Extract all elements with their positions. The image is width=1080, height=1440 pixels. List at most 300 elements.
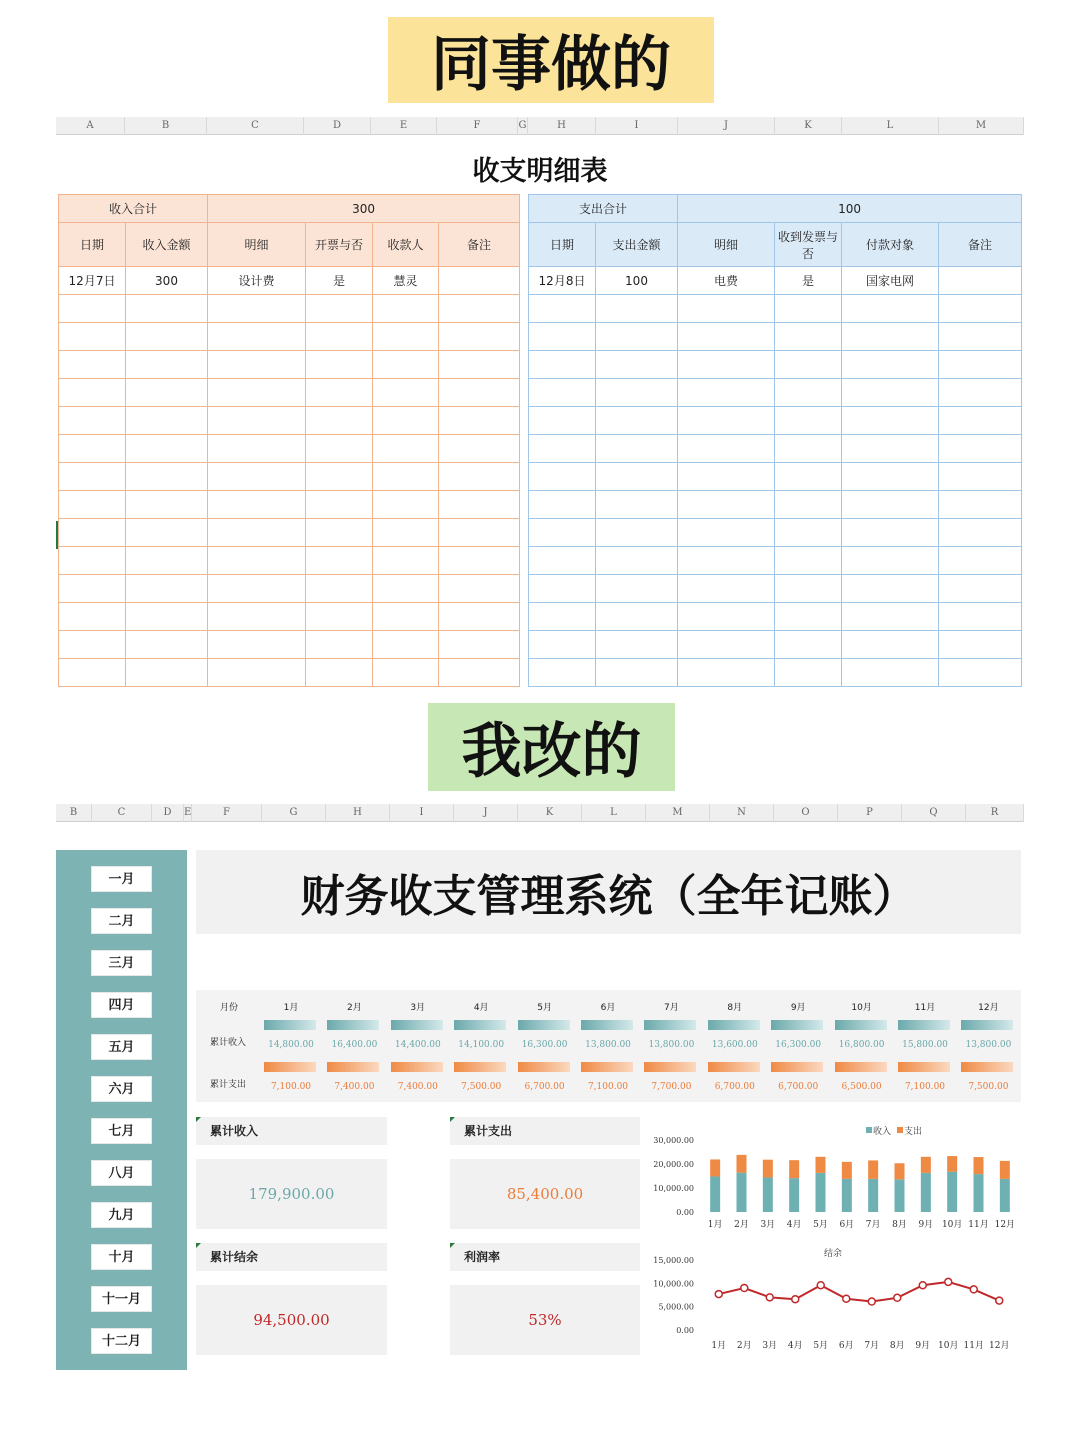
expense-cell[interactable]: 电费 [678,267,775,295]
expense-bar [947,1156,957,1172]
expense-cell[interactable] [529,575,596,603]
income-cell[interactable] [306,603,373,631]
expense-cell[interactable] [939,267,1022,295]
income-cell[interactable] [208,407,306,435]
income-cell[interactable] [373,603,439,631]
column-header-H[interactable]: H [326,804,390,822]
column-header-G[interactable]: G [518,117,528,135]
expense-cell[interactable] [775,379,842,407]
income-cell[interactable] [373,659,439,687]
expense-cell[interactable] [596,407,678,435]
monthly-income-value[interactable]: 14,800.00 [268,1040,314,1050]
column-header-C[interactable]: C [92,804,152,822]
income-cell[interactable] [126,351,208,379]
expense-cell[interactable] [775,659,842,687]
line-chart-x-label: 4月 [787,1341,803,1351]
income-cell[interactable] [306,575,373,603]
expense-cell[interactable] [529,659,596,687]
sidebar-month-button-10[interactable]: 十月 [91,1244,152,1270]
income-cell[interactable] [208,631,306,659]
column-header-L[interactable]: L [582,804,646,822]
income-cell[interactable]: 是 [306,267,373,295]
expense-cell[interactable] [678,491,775,519]
expense-cell[interactable] [529,603,596,631]
income-cell[interactable] [208,603,306,631]
monthly-expense-value[interactable]: 7,100.00 [904,1082,946,1092]
sidebar-month-button-4[interactable]: 四月 [91,992,152,1018]
expense-cell[interactable] [678,295,775,323]
income-row [59,351,520,379]
line-chart-y-tick: 10,000.00 [653,1279,694,1289]
expense-cell[interactable] [939,351,1022,379]
income-cell[interactable]: 慧灵 [373,267,439,295]
monthly-income-value[interactable]: 16,300.00 [521,1040,568,1050]
expense-cell[interactable] [842,295,939,323]
sidebar-month-button-1[interactable]: 一月 [91,866,152,892]
column-header-K[interactable]: K [775,117,842,135]
expense-cell[interactable] [529,323,596,351]
income-cell[interactable] [208,519,306,547]
income-bar [789,1178,799,1212]
expense-cell[interactable] [596,603,678,631]
income-cell[interactable] [126,323,208,351]
bar-chart-x-label: 6月 [839,1220,855,1230]
income-cell[interactable] [126,659,208,687]
income-cell[interactable] [306,295,373,323]
income-cell[interactable] [373,379,439,407]
expense-cell[interactable] [939,379,1022,407]
expense-header-1[interactable]: 支出金额 [596,223,678,267]
income-cell[interactable] [373,519,439,547]
income-row [59,603,520,631]
expense-cell[interactable] [775,463,842,491]
balance-point [792,1296,799,1303]
expense-bar [1000,1161,1010,1179]
income-cell[interactable] [439,575,520,603]
income-cell[interactable] [439,631,520,659]
income-cell[interactable] [126,407,208,435]
income-cell[interactable] [439,407,520,435]
income-cell[interactable] [373,631,439,659]
income-cell[interactable] [373,323,439,351]
expense-total-label[interactable]: 支出合计 [529,195,678,223]
expense-cell[interactable] [842,323,939,351]
month-header: 12月 [978,1003,999,1013]
column-header-N[interactable]: N [710,804,774,822]
monthly-income-value[interactable]: 13,800.00 [585,1040,631,1050]
sidebar-month-button-6[interactable]: 六月 [91,1076,152,1102]
income-cell[interactable] [439,295,520,323]
expense-cell[interactable] [678,603,775,631]
expense-cell[interactable] [775,519,842,547]
expense-cell[interactable] [939,659,1022,687]
income-cell[interactable] [59,351,126,379]
income-cell[interactable] [126,295,208,323]
income-cell[interactable] [373,351,439,379]
monthly-expense-value[interactable]: 7,100.00 [270,1082,312,1092]
sidebar-month-button-2[interactable]: 二月 [91,908,152,934]
monthly-expense-value[interactable]: 6,700.00 [778,1082,819,1092]
expense-bar [763,1160,773,1178]
expense-cell[interactable] [529,547,596,575]
expense-cell[interactable] [775,407,842,435]
income-cell[interactable] [126,631,208,659]
income-cell[interactable] [59,575,126,603]
expense-cell[interactable] [678,659,775,687]
expense-cell[interactable] [596,659,678,687]
monthly-income-value[interactable]: 14,100.00 [458,1040,505,1050]
income-cell[interactable] [373,491,439,519]
expense-cell[interactable] [939,295,1022,323]
sidebar-month-button-7[interactable]: 七月 [91,1118,152,1144]
income-cell[interactable] [208,491,306,519]
column-header-B[interactable]: B [125,117,207,135]
total-expense-value[interactable]: 85,400.00 [450,1159,640,1229]
income-cell[interactable] [439,519,520,547]
income-cell[interactable] [439,603,520,631]
income-cell[interactable] [126,519,208,547]
expense-cell[interactable] [529,379,596,407]
expense-total-value[interactable]: 100 [678,195,1022,223]
income-cell[interactable] [59,491,126,519]
expense-bar [789,1160,799,1178]
income-cell[interactable] [208,659,306,687]
income-cell[interactable] [439,659,520,687]
expense-cell[interactable] [939,323,1022,351]
monthly-expense-value[interactable]: 7,400.00 [334,1082,375,1092]
expense-cell[interactable] [596,379,678,407]
expense-cell[interactable] [529,407,596,435]
column-header-B[interactable]: B [56,804,92,822]
income-cell[interactable]: 12月7日 [59,267,126,295]
expense-cell[interactable] [939,463,1022,491]
legend-income-swatch [866,1127,872,1133]
income-cell[interactable] [439,491,520,519]
expense-cell[interactable] [596,435,678,463]
income-cell[interactable] [59,379,126,407]
income-cell[interactable] [306,631,373,659]
income-cell[interactable] [439,351,520,379]
expense-header-0[interactable]: 日期 [529,223,596,267]
column-header-bar [56,117,1024,135]
expense-cell[interactable] [842,463,939,491]
expense-cell[interactable] [529,519,596,547]
income-cell[interactable] [306,407,373,435]
column-header-I[interactable]: I [596,117,678,135]
expense-cell[interactable] [842,575,939,603]
profit-rate-value[interactable]: 53% [450,1285,640,1355]
balance-value[interactable]: 94,500.00 [196,1285,387,1355]
income-cell[interactable] [126,603,208,631]
income-header-3[interactable]: 开票与否 [306,223,373,267]
income-cell[interactable] [59,519,126,547]
line-chart-y-tick: 15,000.00 [653,1256,694,1265]
sidebar-month-button-11[interactable]: 十一月 [91,1286,152,1312]
income-cell[interactable] [306,435,373,463]
line-chart-title: 结余 [823,1249,843,1259]
income-cell[interactable] [126,491,208,519]
expense-cell[interactable] [596,351,678,379]
expense-cell[interactable] [842,407,939,435]
expense-bar [816,1157,826,1173]
income-bar [737,1173,747,1212]
sidebar-month-button-8[interactable]: 八月 [91,1160,152,1186]
column-header-F[interactable]: F [192,804,262,822]
income-cell[interactable] [439,323,520,351]
expense-cell[interactable] [596,575,678,603]
expense-header-4[interactable]: 付款对象 [842,223,939,267]
income-header-5[interactable]: 备注 [439,223,520,267]
expense-cell[interactable]: 12月8日 [529,267,596,295]
monthly-expense-value[interactable]: 7,500.00 [461,1082,502,1092]
income-databar [327,1020,379,1030]
expense-cell[interactable] [939,435,1022,463]
expense-cell[interactable] [775,351,842,379]
column-header-R[interactable]: R [966,804,1024,822]
expense-cell[interactable] [678,575,775,603]
monthly-expense-value[interactable]: 7,700.00 [651,1082,692,1092]
expense-cell[interactable] [842,519,939,547]
column-header-C[interactable]: C [207,117,304,135]
expense-cell[interactable] [678,351,775,379]
expense-row [529,407,1022,435]
expense-cell[interactable] [775,491,842,519]
expense-cell[interactable] [842,379,939,407]
column-header-H[interactable]: H [528,117,596,135]
income-row [59,547,520,575]
total-income-value[interactable]: 179,900.00 [196,1159,387,1229]
expense-header-3[interactable]: 收到发票与否 [775,223,842,267]
expense-cell[interactable] [775,603,842,631]
month-column [831,990,893,1102]
expense-cell[interactable]: 100 [596,267,678,295]
expense-cell[interactable] [842,491,939,519]
income-cell[interactable] [208,575,306,603]
expense-cell[interactable] [842,547,939,575]
sidebar-month-button-9[interactable]: 九月 [91,1202,152,1228]
income-cell[interactable] [208,295,306,323]
expense-cell[interactable] [596,491,678,519]
income-cell[interactable] [126,547,208,575]
month-column [767,990,829,1102]
expense-cell[interactable]: 国家电网 [842,267,939,295]
expense-cell[interactable] [678,435,775,463]
income-cell[interactable] [439,435,520,463]
column-header-M[interactable]: M [646,804,710,822]
monthly-income-value[interactable]: 16,300.00 [775,1040,822,1050]
line-chart-x-label: 6月 [838,1341,854,1351]
expense-cell[interactable] [939,519,1022,547]
monthly-expense-value[interactable]: 7,100.00 [587,1082,629,1092]
income-cell[interactable] [126,463,208,491]
expense-cell[interactable] [596,463,678,491]
expense-cell[interactable] [678,407,775,435]
expense-cell[interactable]: 是 [775,267,842,295]
expense-cell[interactable] [678,547,775,575]
income-cell[interactable] [126,575,208,603]
income-header-4[interactable]: 收款人 [373,223,439,267]
column-header-D[interactable]: D [304,117,371,135]
income-cell[interactable]: 300 [126,267,208,295]
sidebar-month-button-3[interactable]: 三月 [91,950,152,976]
monthly-income-value[interactable]: 13,800.00 [648,1040,695,1050]
income-cell[interactable] [373,435,439,463]
expense-cell[interactable] [529,351,596,379]
monthly-expense-value[interactable]: 6,500.00 [841,1082,882,1092]
income-databar [454,1020,506,1030]
expense-cell[interactable] [939,575,1022,603]
income-cell[interactable] [59,323,126,351]
income-cell[interactable] [59,295,126,323]
expense-cell[interactable] [529,631,596,659]
column-header-O[interactable]: O [774,804,838,822]
expense-cell[interactable] [842,659,939,687]
income-cell[interactable] [208,547,306,575]
expense-cell[interactable] [678,631,775,659]
monthly-income-value[interactable]: 16,800.00 [838,1040,885,1050]
monthly-expense-value[interactable]: 7,500.00 [968,1082,1009,1092]
expense-cell[interactable] [775,631,842,659]
expense-cell[interactable] [596,547,678,575]
expense-cell[interactable] [939,603,1022,631]
income-cell[interactable] [439,267,520,295]
expense-cell[interactable] [775,547,842,575]
expense-cell[interactable] [678,519,775,547]
column-header-P[interactable]: P [838,804,902,822]
expense-bar [895,1163,905,1179]
income-cell[interactable] [59,435,126,463]
expense-cell[interactable] [775,323,842,351]
column-header-Q[interactable]: Q [902,804,966,822]
sidebar-month-button-5[interactable]: 五月 [91,1034,152,1060]
income-cell[interactable] [208,351,306,379]
income-cell[interactable]: 设计费 [208,267,306,295]
column-header-E[interactable]: E [371,117,437,135]
monthly-income-value[interactable]: 16,400.00 [331,1040,378,1050]
income-cell[interactable] [306,491,373,519]
income-cell[interactable] [126,435,208,463]
income-cell[interactable] [373,547,439,575]
column-header-J[interactable]: J [454,804,518,822]
column-header-M[interactable]: M [939,117,1024,135]
expense-cell[interactable] [678,323,775,351]
income-cell[interactable] [373,463,439,491]
month-header: 11月 [914,1003,936,1013]
expense-cell[interactable] [596,323,678,351]
expense-cell[interactable] [842,603,939,631]
monthly-income-value[interactable]: 13,600.00 [711,1040,758,1050]
income-header-2[interactable]: 明细 [208,223,306,267]
income-cell[interactable] [306,351,373,379]
column-header-E[interactable]: E [184,804,192,822]
monthly-expense-value[interactable]: 6,700.00 [714,1082,755,1092]
monthly-income-value[interactable]: 15,800.00 [902,1040,948,1050]
income-header-1[interactable]: 收入金额 [126,223,208,267]
monthly-income-value[interactable]: 13,800.00 [965,1040,1012,1050]
column-header-A[interactable]: A [56,117,125,135]
monthly-income-value[interactable]: 14,400.00 [394,1040,441,1050]
column-header-I[interactable]: I [390,804,454,822]
expense-cell[interactable] [529,463,596,491]
income-cell[interactable] [59,463,126,491]
expense-cell[interactable] [775,435,842,463]
income-cell[interactable] [208,463,306,491]
expense-databar [708,1062,760,1072]
income-bar [974,1174,984,1212]
expense-databar [327,1062,379,1072]
column-header-J[interactable]: J [678,117,775,135]
income-databar [518,1020,570,1030]
column-header-F[interactable]: F [437,117,518,135]
expense-cell[interactable] [596,631,678,659]
income-cell[interactable] [306,323,373,351]
income-cell[interactable] [59,547,126,575]
expense-cell[interactable] [678,463,775,491]
expense-cell[interactable] [939,491,1022,519]
expense-header-5[interactable]: 备注 [939,223,1022,267]
balance-point [817,1282,824,1289]
income-header-0[interactable]: 日期 [59,223,126,267]
expense-cell[interactable] [529,295,596,323]
expense-cell[interactable] [775,575,842,603]
income-cell[interactable] [306,519,373,547]
column-header-G[interactable]: G [262,804,326,822]
expense-cell[interactable] [939,547,1022,575]
expense-cell[interactable] [842,435,939,463]
income-total-label[interactable]: 收入合计 [59,195,208,223]
expense-cell[interactable] [529,435,596,463]
income-cell[interactable] [439,547,520,575]
income-cell[interactable] [59,659,126,687]
expense-databar [835,1062,887,1072]
expense-cell[interactable] [842,631,939,659]
income-cell[interactable] [208,435,306,463]
expense-header-2[interactable]: 明细 [678,223,775,267]
expense-cell[interactable] [939,631,1022,659]
column-header-D[interactable]: D [152,804,184,822]
monthly-expense-value[interactable]: 6,700.00 [524,1082,565,1092]
income-cell[interactable] [306,659,373,687]
income-cell[interactable] [306,547,373,575]
expense-cell[interactable] [939,407,1022,435]
column-header-K[interactable]: K [518,804,582,822]
income-cell[interactable] [306,463,373,491]
income-total-value[interactable]: 300 [208,195,520,223]
monthly-expense-value[interactable]: 7,400.00 [397,1082,438,1092]
line-chart-x-label: 5月 [813,1341,829,1351]
income-cell[interactable] [373,295,439,323]
income-cell[interactable] [208,379,306,407]
income-cell[interactable] [126,379,208,407]
expense-cell[interactable] [775,295,842,323]
income-cell[interactable] [373,575,439,603]
income-cell[interactable] [439,463,520,491]
income-cell[interactable] [373,407,439,435]
column-header-L[interactable]: L [842,117,939,135]
income-cell[interactable] [208,323,306,351]
expense-cell[interactable] [596,519,678,547]
income-cell[interactable] [59,603,126,631]
income-cell[interactable] [59,407,126,435]
income-cell[interactable] [439,379,520,407]
income-cell[interactable] [306,379,373,407]
expense-cell[interactable] [842,351,939,379]
expense-cell[interactable] [596,295,678,323]
expense-cell[interactable] [678,379,775,407]
expense-cell[interactable] [529,491,596,519]
sidebar-month-button-12[interactable]: 十二月 [91,1328,152,1354]
income-cell[interactable] [59,631,126,659]
